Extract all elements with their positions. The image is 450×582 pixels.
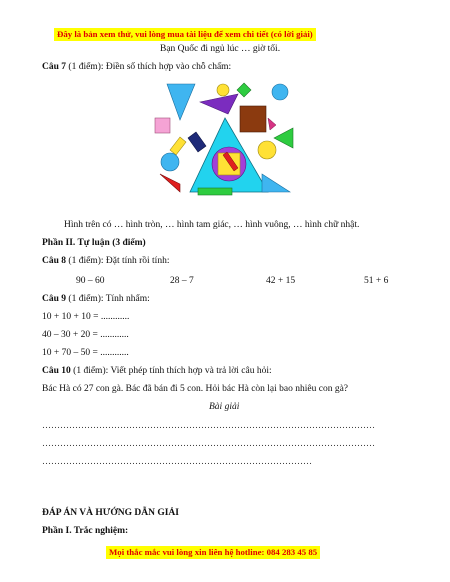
question-9-item: 10 + 10 + 10 = ............: [42, 312, 130, 322]
blue-circle-shape: [272, 84, 288, 100]
question-10-heading: [42, 366, 272, 377]
hotline-banner: Mọi thắc mắc vui lòng xin liên hệ hotline: 084 283 45 85: [106, 546, 320, 559]
answers-part-1-title: Phần I. Trắc nghiệm:: [42, 526, 129, 536]
question-10-points: (1 điểm): Viết phép tính thích hợp và trả lời câu hỏi:: [73, 366, 272, 376]
question-10-label: Câu 10: [42, 366, 71, 376]
question-9-label: Câu 9: [42, 294, 67, 304]
question-8-points: (1 điểm): Đặt tính rồi tính:: [68, 256, 170, 266]
question-8-heading: [42, 256, 169, 267]
question-7-answer-line: Hình trên có … hình tròn, … hình tam giác, … hình vuông, … hình chữ nhật.: [64, 220, 360, 230]
question-7-label: Câu 7: [42, 62, 67, 72]
yellow-circle-small-shape: [217, 84, 229, 96]
shapes-figure: [150, 80, 300, 198]
question-8-item: 51 + 6: [364, 276, 389, 286]
answers-title: ĐÁP ÁN VÀ HƯỚNG DẪN GIẢI: [42, 508, 179, 518]
question-7-points: (1 điểm): Điền số thích hợp vào chỗ chấm:: [68, 62, 232, 72]
question-8-item: 42 + 15: [266, 276, 296, 286]
question-8-label: Câu 8: [42, 256, 67, 266]
part-2-title: Phần II. Tự luận (3 điểm): [42, 238, 146, 248]
question-9-heading: [42, 294, 150, 305]
question-9-points: (1 điểm): Tính nhẩm:: [68, 294, 150, 304]
question-9-item: 10 + 70 – 50 = ............: [42, 348, 129, 358]
green-rectangle-shape: [198, 188, 232, 195]
question-10-problem: Bác Hà có 27 con gà. Bác đã bán đi 5 con. Hỏi bác Hà còn lại bao nhiêu con gà?: [42, 384, 348, 394]
preview-banner: Đây là bản xem thử, vui lòng mua tài liệu để xem chi tiết (có lời giải): [54, 28, 316, 41]
question-8-item: 28 – 7: [170, 276, 194, 286]
yellow-circle-shape: [258, 141, 276, 159]
blue-circle-left-shape: [161, 153, 179, 171]
pink-square-shape: [155, 118, 170, 133]
question-9-item: 40 – 30 + 20 = ............: [42, 330, 129, 340]
question-6-tail: Bạn Quốc đi ngủ lúc … giờ tối.: [160, 44, 281, 54]
answer-line: …………………………………………………………………………………………………: [42, 438, 375, 448]
question-8-item: 90 – 60: [76, 276, 105, 286]
question-7-heading: [42, 62, 231, 73]
answer-line: ………………………………………………………………………………: [42, 456, 312, 466]
solution-label: Bài giải: [209, 402, 240, 412]
answer-line: …………………………………………………………………………………………………: [42, 420, 375, 430]
brown-square-shape: [240, 106, 266, 132]
